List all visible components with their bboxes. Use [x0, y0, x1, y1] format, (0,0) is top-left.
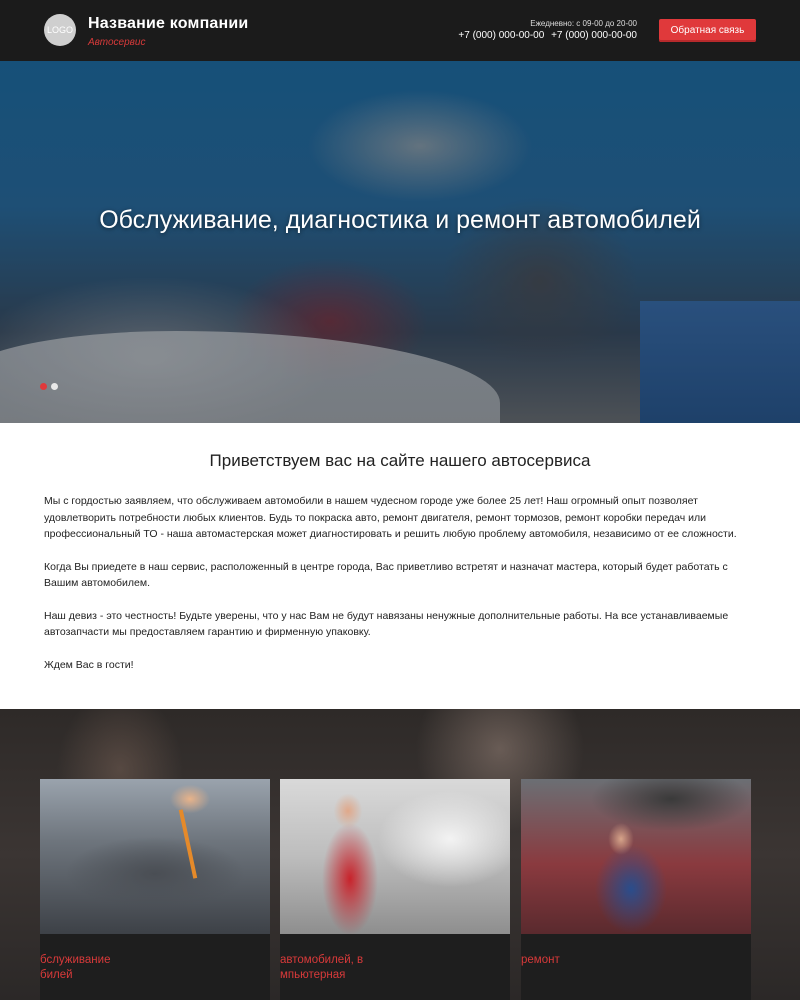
- company-name[interactable]: Название компании: [88, 15, 249, 32]
- hero-title: Обслуживание, диагностика и ремонт автомобилей: [99, 206, 701, 234]
- welcome-paragraph-1: Мы с гордостью заявляем, что обслуживаем автомобили в нашем чудесном городе уже более 25 лет! Наш огромный опыт позволяет удовлетворить потребности любых клиентов. Будь то покраска авто, ремонт двигателя, ремонт тормозов, ремонт коробки передач или профессиональный ТО - наша автомастерская может диагностировать и решить любую проблему автомобиля, независимо от ее сложности.: [44, 495, 737, 540]
- welcome-paragraph-2: Когда Вы приедете в наш сервис, расположенный в центре города, Вас приветливо встретят и назначат мастера, который будет работать с Вашим автомобилем.: [44, 560, 728, 589]
- services-section: [0, 709, 800, 1000]
- phone-numbers: [458, 30, 637, 41]
- logo[interactable]: LOGO: [44, 14, 76, 46]
- service-card-label[interactable]: ремонт: [521, 954, 560, 966]
- service-card-label[interactable]: бслуживание билей: [40, 954, 111, 981]
- phone-1[interactable]: +7 (000) 000-00-00: [458, 30, 545, 41]
- slider-dots: [40, 383, 58, 390]
- site-header: [0, 0, 800, 61]
- slider-dot-2[interactable]: [51, 383, 58, 390]
- service-card-label[interactable]: автомобилей, в мпьютерная: [280, 954, 364, 981]
- undercarriage-repair-image: [521, 779, 751, 934]
- engine-oil-image: [40, 779, 270, 934]
- welcome-paragraph-3: Наш девиз - это честность! Будьте уверены, что у нас Вам не будут навязаны ненужные дополнительные работы. На все устанавливаемые автозапчасти мы предоставляем гарантию и фирменную упаковку.: [44, 609, 729, 638]
- phone-2[interactable]: +7 (000) 000-00-00: [551, 30, 637, 41]
- working-hours: Ежедневно: с 09-00 до 20-00: [530, 19, 637, 28]
- hero-slider: [0, 61, 800, 423]
- company-subtitle: Автосервис: [88, 37, 146, 48]
- welcome-paragraph-4: Ждем Вас в гости!: [44, 658, 134, 671]
- welcome-section: [44, 423, 756, 673]
- slider-dot-1[interactable]: [40, 383, 47, 390]
- service-card[interactable]: [521, 779, 751, 1000]
- service-card[interactable]: [40, 779, 270, 1000]
- service-card[interactable]: [280, 779, 510, 1000]
- welcome-title: Приветствуем вас на сайте нашего автосервиса: [209, 451, 591, 470]
- feedback-button[interactable]: Обратная связь: [659, 19, 756, 42]
- diagnostics-image: [280, 779, 510, 934]
